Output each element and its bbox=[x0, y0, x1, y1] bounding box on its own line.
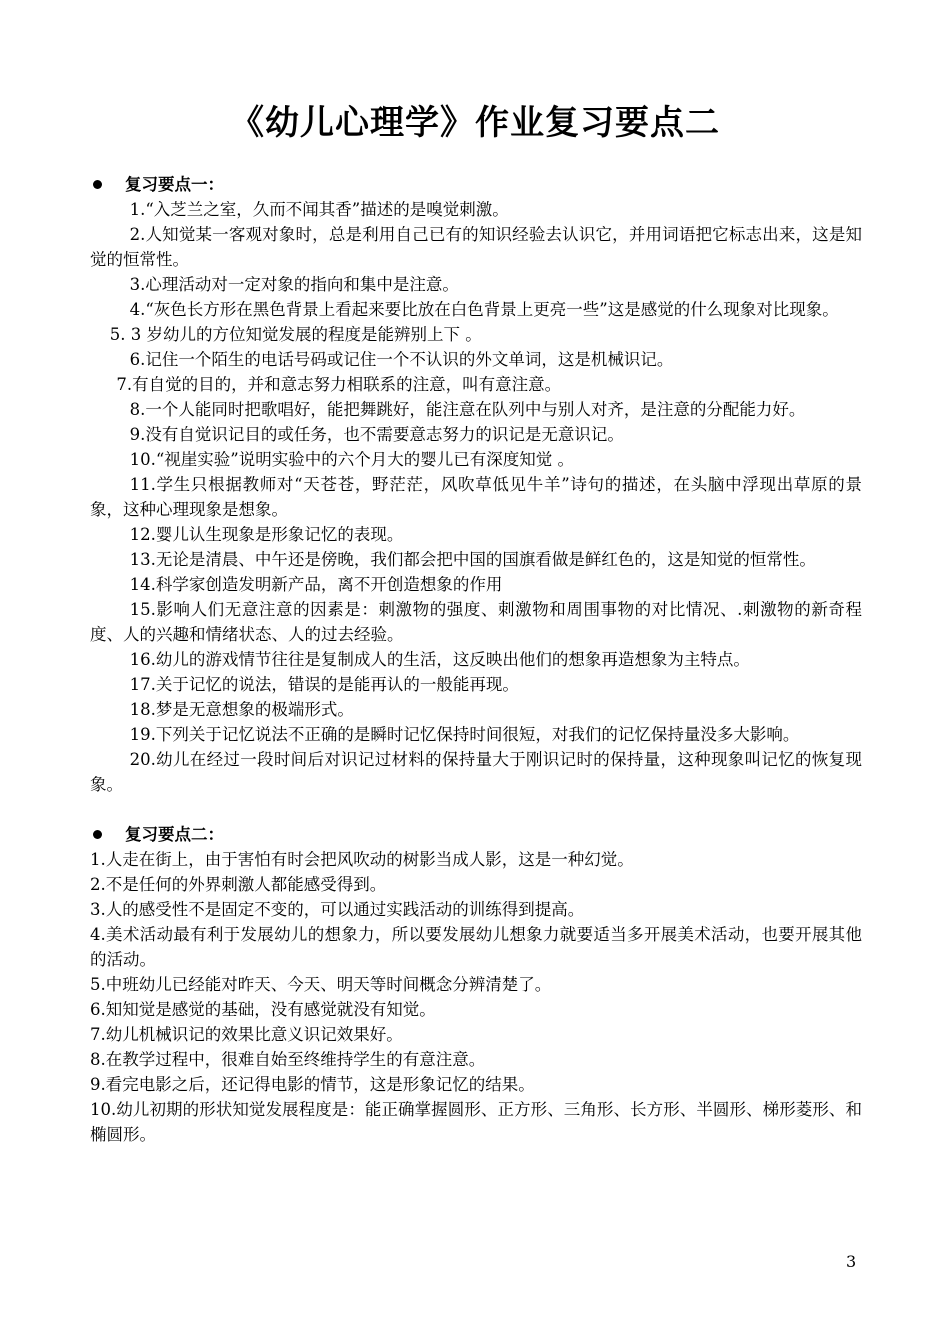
list-item: 12.婴儿认生现象是形象记忆的表现。 bbox=[129, 525, 404, 544]
list-item: 6.记住一个陌生的电话号码或记住一个不认识的外文单词，这是机械识记。 bbox=[129, 350, 674, 369]
list-item: 15.影响人们无意注意的因素是：刺激物的强度、刺激物和周围事物的对比情况、.刺激物的新奇程度、人的兴趣和情绪状态、人的过去经验。 bbox=[90, 600, 862, 644]
list-item: 8.在教学过程中，很难自始至终维持学生的有意注意。 bbox=[90, 1050, 486, 1069]
list-item: 5. 3 岁幼儿的方位知觉发展的程度是能辨别上下 。 bbox=[109, 325, 482, 344]
list-item: 10.幼儿初期的形状知觉发展程度是：能正确掌握圆形、正方形、三角形、长方形、半圆形、梯形菱形、和椭圆形。 bbox=[90, 1100, 862, 1144]
list-item: 2.人知觉某一客观对象时，总是利用自己已有的知识经验去认识它，并用词语把它标志出来，这是知觉的恒常性。 bbox=[90, 225, 862, 269]
bullet-icon bbox=[93, 180, 102, 189]
section-1-heading-text: 复习要点一： bbox=[125, 175, 224, 194]
list-item: 3.人的感受性不是固定不变的，可以通过实践活动的训练得到提高。 bbox=[90, 900, 585, 919]
list-item: 9.没有自觉识记目的或任务，也不需要意志努力的识记是无意识记。 bbox=[129, 425, 624, 444]
list-item: 8.一个人能同时把歌唱好，能把舞跳好，能注意在队列中与别人对齐，是注意的分配能力好。 bbox=[129, 400, 806, 419]
bullet-icon bbox=[93, 830, 102, 839]
list-item: 13.无论是清晨、中午还是傍晚，我们都会把中国的国旗看做是鲜红色的，这是知觉的恒常性。 bbox=[129, 550, 816, 569]
document-body bbox=[90, 172, 862, 1147]
list-item: 14.科学家创造发明新产品，离不开创造想象的作用 bbox=[129, 575, 503, 594]
list-item: 4.“灰色长方形在黑色背景上看起来要比放在白色背景上更亮一些”这是感觉的什么现象对比现象。 bbox=[129, 300, 839, 319]
list-item: 2.不是任何的外界刺激人都能感受得到。 bbox=[90, 875, 387, 894]
section-2-heading-text: 复习要点二： bbox=[125, 825, 224, 844]
list-item: 11.学生只根据教师对“天苍苍，野茫茫，风吹草低见牛羊”诗句的描述，在头脑中浮现出草原的景象，这种心理现象是想象。 bbox=[90, 475, 862, 519]
list-item: 7.幼儿机械识记的效果比意义识记效果好。 bbox=[90, 1025, 403, 1044]
list-item: 1.人走在街上，由于害怕有时会把风吹动的树影当成人影，这是一种幻觉。 bbox=[90, 850, 634, 869]
list-item: 6.知知觉是感觉的基础，没有感觉就没有知觉。 bbox=[90, 1000, 436, 1019]
section-2-heading bbox=[90, 822, 862, 847]
list-item: 17.关于记忆的说法，错误的是能再认的一般能再现。 bbox=[129, 675, 519, 694]
section-spacer bbox=[90, 797, 862, 822]
list-item: 18.梦是无意想象的极端形式。 bbox=[129, 700, 354, 719]
list-item: 5.中班幼儿已经能对昨天、今天、明天等时间概念分辨清楚了。 bbox=[90, 975, 552, 994]
list-item: 1.“入芝兰之室，久而不闻其香”描述的是嗅觉刺激。 bbox=[129, 200, 509, 219]
list-item: 10.“视崖实验”说明实验中的六个月大的婴儿已有深度知觉 。 bbox=[129, 450, 574, 469]
list-item: 19.下列关于记忆说法不正确的是瞬时记忆保持时间很短，对我们的记忆保持量没多大影响。 bbox=[129, 725, 800, 744]
list-item: 7.有自觉的目的，并和意志努力相联系的注意，叫有意注意。 bbox=[116, 375, 562, 394]
list-item: 4.美术活动最有利于发展幼儿的想象力，所以要发展幼儿想象力就要适当多开展美术活动，也要开展其他的活动。 bbox=[90, 925, 862, 969]
document-title: 《幼儿心理学》作业复习要点二 bbox=[230, 103, 720, 143]
list-item: 3.心理活动对一定对象的指向和集中是注意。 bbox=[129, 275, 459, 294]
list-item: 16.幼儿的游戏情节往往是复制成人的生活，这反映出他们的想象再造想象为主特点。 bbox=[129, 650, 750, 669]
list-item: 9.看完电影之后，还记得电影的情节，这是形象记忆的结果。 bbox=[90, 1075, 535, 1094]
section-1-heading bbox=[90, 172, 862, 197]
page-number: 3 bbox=[846, 1252, 857, 1271]
list-item: 20.幼儿在经过一段时间后对识记过材料的保持量大于刚识记时的保持量，这种现象叫记忆的恢复现象。 bbox=[90, 750, 862, 794]
